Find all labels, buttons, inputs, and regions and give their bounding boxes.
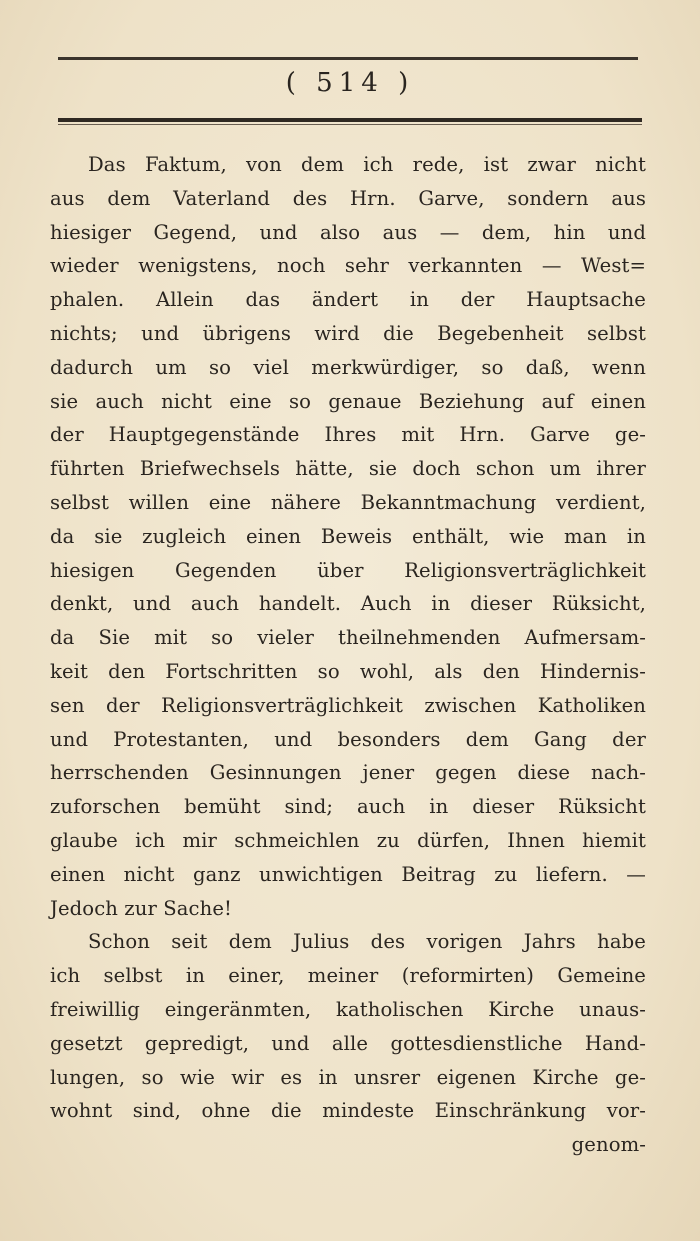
header-rule-bottom-thin [58,124,642,125]
header-rule-top [58,57,638,60]
page-number: ( 514 ) [285,68,415,98]
text-line: gesetzt gepredigt, und alle gottesdienstliche Hand- [50,1031,646,1055]
text-line: denkt, und auch handelt. Auch in dieser Rüksicht, [50,592,646,616]
text-line: Jedoch zur Sache! [50,896,233,920]
text-line: der Hauptgegenstände Ihres mit Hrn. Garve ge- [50,423,646,447]
text-line: selbst willen eine nähere Bekanntmachung verdient, [50,490,646,514]
text-line: Das Faktum, von dem ich rede, ist zwar nicht [88,153,646,176]
text-line: wohnt sind, ohne die mindeste Einschränkung vor- [50,1099,646,1123]
text-line: zuforschen bemüht sind; auch in dieser Rüksicht [50,795,646,819]
catchword: genom- [571,1133,646,1157]
text-line: sie auch nicht eine so genaue Beziehung auf einen [50,389,646,413]
text-line: herrschenden Gesinnungen jener gegen diese nach- [50,761,646,785]
text-line: sen der Religionsverträglichkeit zwischen Katholiken [50,693,646,717]
text-line: ich selbst in einer, meiner (reformirten) Gemeine [50,964,646,988]
text-line: phalen. Allein das ändert in der Hauptsache [50,288,646,312]
text-line: keit den Fortschritten so wohl, als den Hindernis- [50,659,646,683]
text-line: Schon seit dem Julius des vorigen Jahrs habe [88,930,646,954]
text-line: freiwillig eingeränmten, katholischen Kirche unaus- [50,997,646,1021]
text-line: hiesiger Gegend, und also aus — dem, hin und [50,220,646,244]
text-line: wieder wenigstens, noch sehr verkannten — West= [50,254,646,278]
text-line: dadurch um so viel merkwürdiger, so daß, wenn [50,355,646,379]
text-line: einen nicht ganz unwichtigen Beitrag zu liefern. — [50,862,646,886]
text-line: und Protestanten, und besonders dem Gang der [50,727,646,751]
body-text [50,148,646,1162]
text-line: lungen, so wie wir es in unsrer eigenen Kirche ge- [50,1065,646,1089]
text-line: da Sie mit so vieler theilnehmenden Aufmersam- [50,626,646,650]
header-rule-bottom [58,118,642,122]
text-line: glaube ich mir schmeichlen zu dürfen, Ihnen hiemit [50,828,646,852]
text-line: führten Briefwechsels hätte, sie doch schon um ihrer [50,457,646,481]
text-line: da sie zugleich einen Beweis enthält, wie man in [50,524,646,548]
text-line: aus dem Vaterland des Hrn. Garve, sondern aus [50,186,646,210]
text-line: hiesigen Gegenden über Religionsverträglichkeit [50,558,646,582]
text-line: nichts; und übrigens wird die Begebenheit selbst [50,321,646,345]
